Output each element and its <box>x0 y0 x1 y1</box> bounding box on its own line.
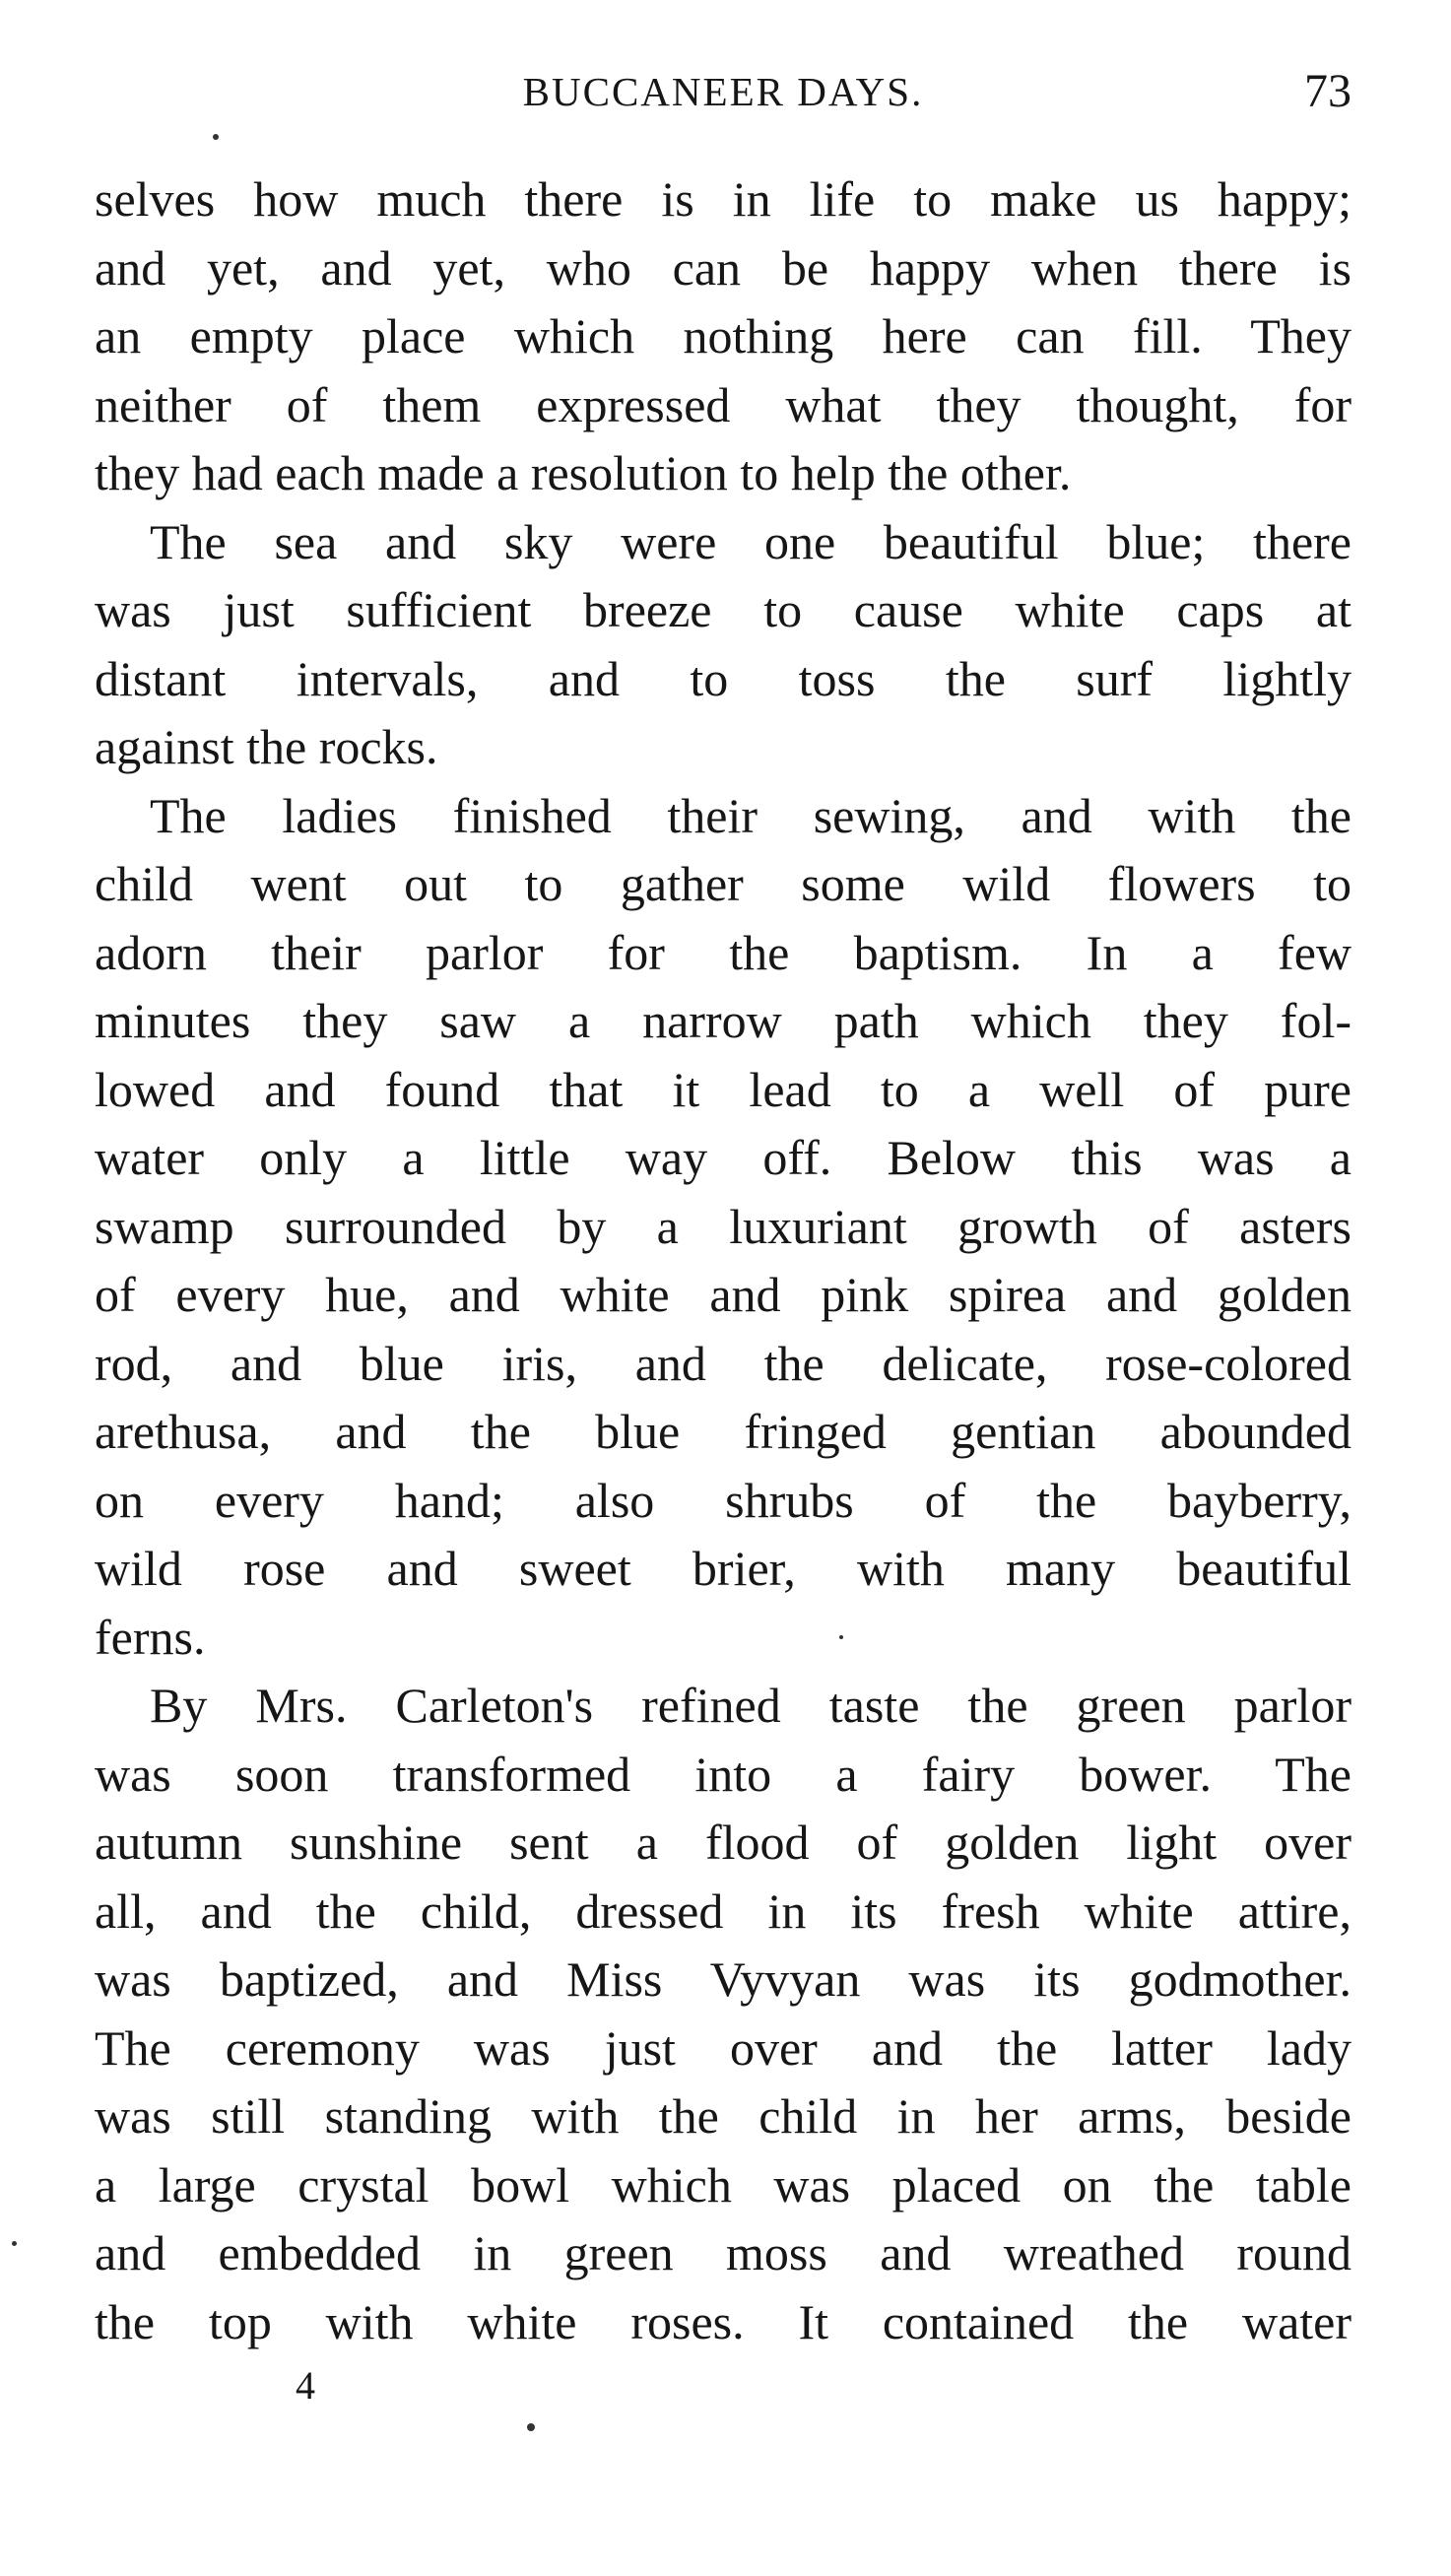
text-line: against the rocks. <box>95 719 438 774</box>
text-line: child went out to gather some wild flowers to <box>95 856 1352 911</box>
text-line: autumn sunshine sent a flood of golden light over <box>95 1815 1352 1870</box>
text-line: on every hand; also shrubs of the bayberry, <box>95 1472 1352 1528</box>
text-line: was just sufficient breeze to cause white caps at <box>95 582 1352 637</box>
text-line: and yet, and yet, who can be happy when there is <box>95 239 1352 296</box>
text-line: water only a little way off. Below this was a <box>95 1130 1352 1185</box>
body-text <box>95 165 1352 2356</box>
text-line: was soon transformed into a fairy bower. The <box>95 1746 1352 1802</box>
signature-mark: 4 <box>296 2363 315 2408</box>
text-line: ferns. <box>95 1609 206 1665</box>
text-line: The ladies finished their sewing, and with the <box>150 787 1352 843</box>
paragraph <box>95 165 1352 508</box>
text-line: swamp surrounded by a luxuriant growth of asters <box>95 1198 1352 1254</box>
text-line: rod, and blue iris, and the delicate, rose-colored <box>95 1335 1352 1391</box>
paragraph <box>95 1672 1352 2356</box>
text-line: arethusa, and the blue fringed gentian abounded <box>95 1404 1352 1459</box>
print-speck <box>839 1635 843 1639</box>
text-line: lowed and found that it lead to a well of pure <box>95 1061 1352 1117</box>
text-line: minutes they saw a narrow path which they fol- <box>95 993 1352 1048</box>
text-line: of every hue, and white and pink spirea and golden <box>95 1267 1352 1322</box>
text-line: the top with white roses. It contained the water <box>95 2293 1352 2349</box>
text-line: a large crystal bowl which was placed on the table <box>95 2156 1352 2213</box>
text-line: The sea and sky were one beautiful blue; there <box>150 513 1352 569</box>
print-speck <box>12 2241 17 2246</box>
text-line: selves how much there is in life to make us happy; <box>95 171 1352 227</box>
text-line: they had each made a resolution to help the other. <box>95 445 1072 500</box>
running-head <box>95 57 1352 126</box>
text-line: By Mrs. Carleton's refined taste the green parlor <box>150 1678 1352 1733</box>
text-line: The ceremony was just over and the latter lady <box>95 2019 1352 2076</box>
text-line: wild rose and sweet brier, with many beautiful <box>95 1541 1352 1596</box>
paragraph <box>95 508 1352 782</box>
text-line: all, and the child, dressed in its fresh white attire, <box>95 1882 1352 1939</box>
page-number: 73 <box>1304 65 1352 117</box>
text-line: an empty place which nothing here can fill. They <box>95 308 1352 363</box>
text-line: and embedded in green moss and wreathed round <box>95 2225 1352 2280</box>
text-line: was still standing with the child in her arms, beside <box>95 2088 1352 2144</box>
paragraph <box>95 782 1352 1673</box>
text-line: was baptized, and Miss Vyvyan was its godmother. <box>95 1951 1352 2007</box>
running-title: BUCCANEER DAYS. <box>522 69 924 114</box>
print-speck <box>213 134 219 140</box>
text-line: neither of them expressed what they thought, for <box>95 376 1352 432</box>
text-line: adorn their parlor for the baptism. In a few <box>95 924 1352 980</box>
text-line: distant intervals, and to toss the surf lightly <box>95 650 1352 706</box>
print-speck <box>527 2423 535 2431</box>
